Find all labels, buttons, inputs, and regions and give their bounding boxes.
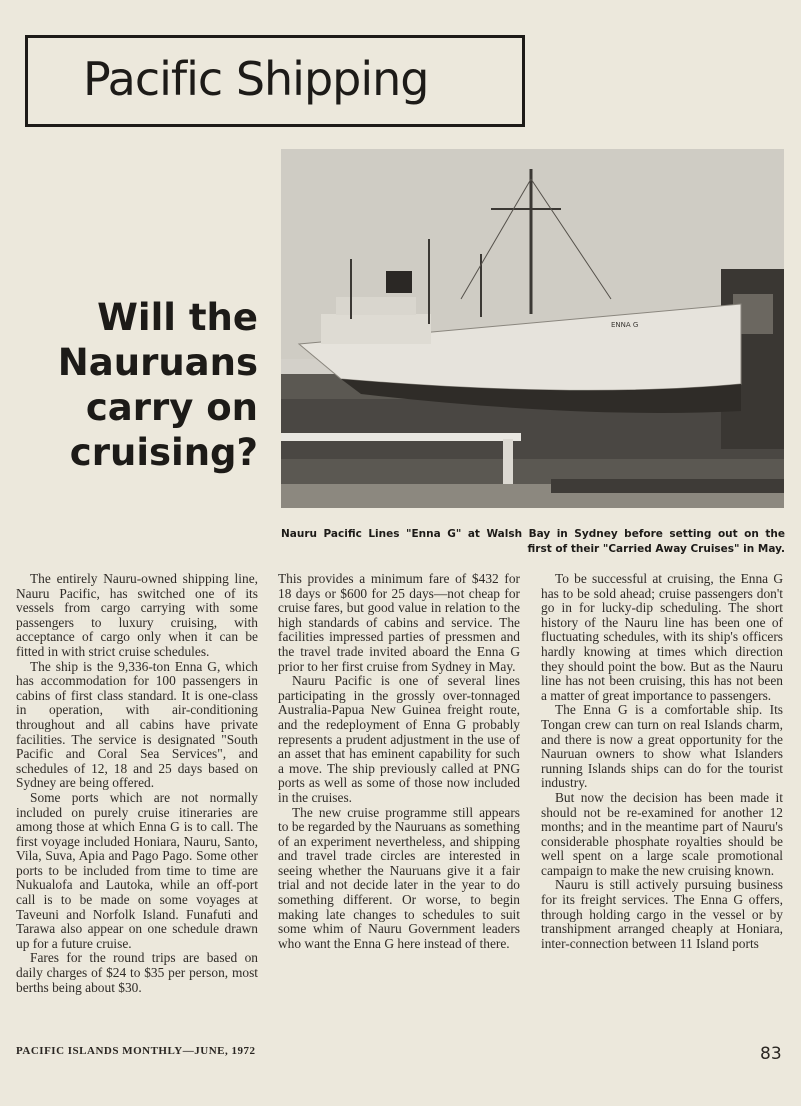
article-column-2 (278, 572, 520, 951)
paragraph: The entirely Nauru-owned shipping line, Nauru Pacific, has switched one of its vessels from cargo carrying with some passengers to luxury cruising, with acceptance of cargo only when it can be fitted in with strict cruise schedules. (16, 571, 258, 659)
photo-caption (281, 527, 785, 557)
ship-hull-name: ENNA G (611, 321, 639, 329)
page-number: 83 (760, 1044, 782, 1064)
article-column-1 (16, 572, 258, 995)
caption-line-2: first of their "Carried Away Cruises" in May. (527, 543, 785, 555)
paragraph: Fares for the round trips are based on daily charges of $24 to $35 per person, most berths being about $30. (16, 950, 258, 995)
paragraph: The new cruise programme still appears to be regarded by the Nauruans as something of an experiment nevertheless, and shipping and travel trade circles are interested in seeing whether the Nauruans give it a fair trial and not decide later in the year to do something different. Or worse, to begin making late changes to schedules to suit some whim of Nauru Government leaders who want the Enna G here instead of there. (278, 804, 520, 951)
paragraph: The ship is the 9,336-ton Enna G, which has accommodation for 100 passengers in cabins of first class standard. It is one-class in operation, with air-conditioning throughout and all cabins have private facilities. The service is designated "South Pacific and Coral Sea Services", and schedules of 12, 18 and 25 days based on Sydney are being offered. (16, 658, 258, 791)
paragraph: Nauru Pacific is one of several lines participating in the grossly over-tonnaged Australia-Papua New Guinea freight route, and the redeployment of Enna G probably represents a prudent adjustment in the use of an asset that has eminent capability for such a move. The ship previously called at PNG ports as well as some of those now included in the cruises. (278, 673, 520, 805)
paragraph: But now the decision has been made it should not be re-examined for another 12 months; and in the meantime part of Nauru's considerable phosphate royalties should be well spent on a large scale promotional campaign to make the new cruising known. (541, 789, 783, 878)
headline-line: Will the (97, 296, 258, 339)
paragraph: Nauru is still actively pursuing business for its freight services. The Enna G offers, through holding cargo in the vessel or by transhipment arranged cheaply at Honiara, inter-connection between 11 Island ports (541, 877, 783, 951)
article-headline (40, 295, 258, 475)
article-column-3 (541, 572, 783, 951)
headline-line: cruising? (69, 431, 258, 474)
paragraph: To be successful at cruising, the Enna G has to be sold ahead; cruise passengers don't go in for lucky-dip scheduling. The short history of the Nauru line has been one of fluctuating schedules, with its ship's officers hardly knowing at times which direction they should point the bow. But as the Nauru line has not been cruising, this has not been a matter of great importance to passengers. (541, 571, 783, 703)
caption-line-1: Nauru Pacific Lines "Enna G" at Walsh Bay in Sydney before setting out on the (281, 528, 785, 540)
publication-footer: PACIFIC ISLANDS MONTHLY—JUNE, 1972 (16, 1045, 256, 1057)
headline-line: Nauruans (57, 341, 258, 384)
headline-line: carry on (85, 386, 258, 429)
paragraph: This provides a minimum fare of $432 for 18 days or $600 for 25 days—not cheap for cruise fares, but good value in relation to the high standards of cabins and service. The facilities impressed parties of pressmen and the travel trade invited aboard the Enna G prior to her first cruise from Sydney in May. (278, 571, 520, 674)
section-title-box (25, 35, 525, 127)
section-title: Pacific Shipping (83, 52, 429, 106)
ship-photo (281, 149, 784, 508)
paragraph: Some ports which are not normally included on purely cruise itineraries are among those at which Enna G is to call. The first voyage included Honiara, Nauru, Santo, Vila, Suva, Apia and Pago Pago. Some other ports to be included from time to time are Nukualofa and Lautoka, while an off-port call is to be made on some voyages at Taveuni and Norfolk Island. Funafuti and Tarawa also appear on one schedule drawn up for a future cruise. (16, 789, 258, 951)
ship-photo-illustration (281, 149, 784, 508)
paragraph: The Enna G is a comfortable ship. Its Tongan crew can turn on real Islands charm, and there is now a great opportunity for the Nauruan owners to show what Islanders running Islands ships can do for the tourist industry. (541, 702, 783, 791)
